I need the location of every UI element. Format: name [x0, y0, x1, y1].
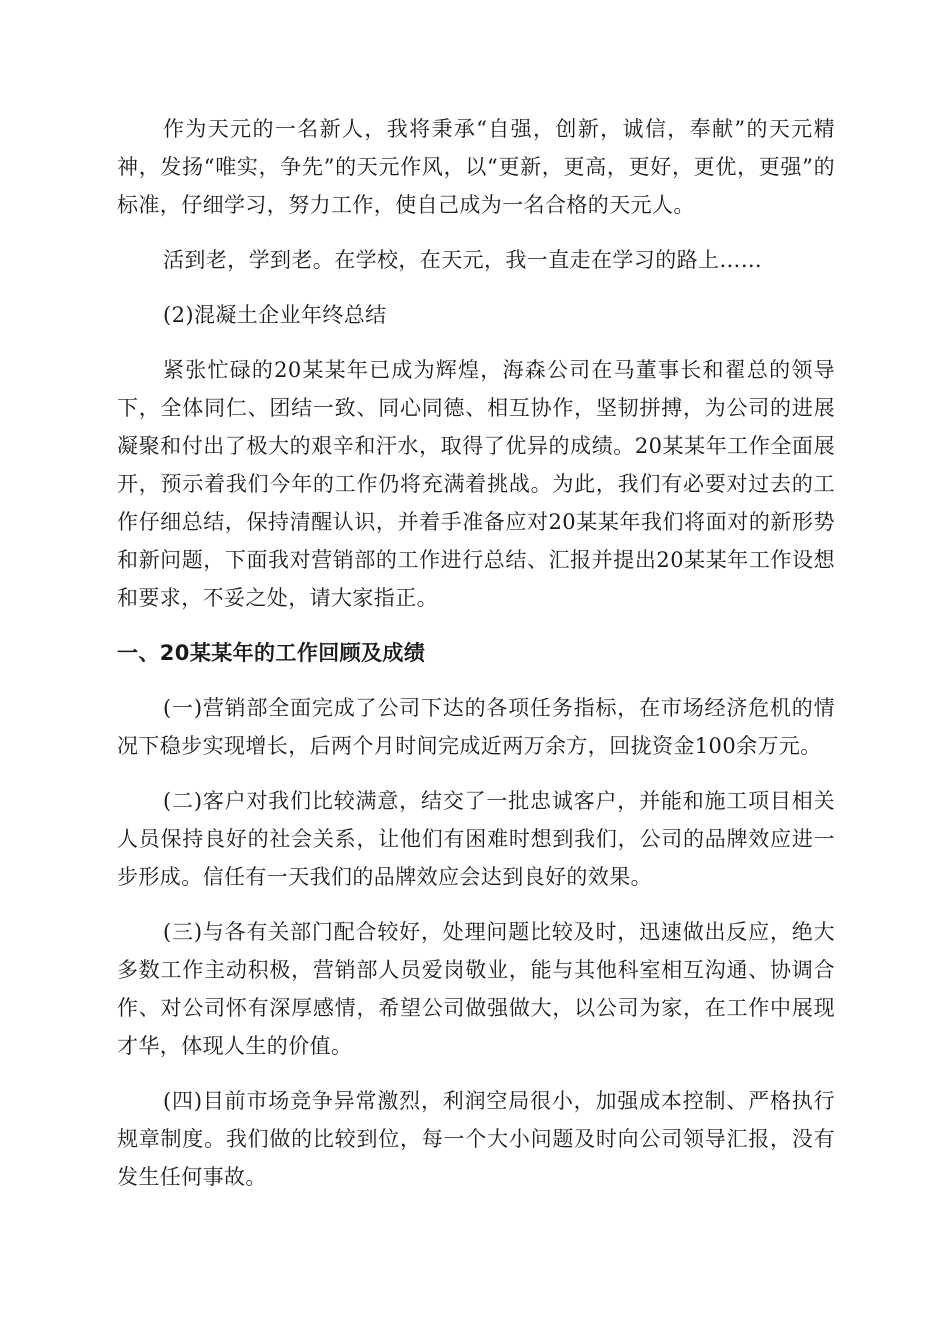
paragraph-intro: 作为天元的一名新人，我将秉承“自强，创新，诚信，奉献”的天元精神，发扬“唯实，争先”的天元作风，以“更新，更高，更好，更优，更强”的标准，仔细学习，努力工作，使自己成为一名合格的天元人。: [117, 117, 835, 217]
paragraph-summary-intro: 紧张忙碌的20某某年已成为辉煌，海森公司在马董事长和翟总的领导下，全体同仁、团结一致、同心同德、相互协作，坚韧拼搏，为公司的进展凝聚和付出了极大的艰辛和汗水，取得了优异的成绩。20某某年工作全面展开，预示着我们今年的工作仍将充满着挑战。为此，我们有必要对过去的工作仔细总结，保持清醒认识，并着手准备应对20某某年我们将面对的新形势和新问题，下面我对营销部的工作进行总结、汇报并提出20某某年工作设想和要求，不妥之处，请大家指正。: [117, 358, 835, 610]
paragraph-item-2: (二)客户对我们比较满意，结交了一批忠诚客户，并能和施工项目相关人员保持良好的社会关系，让他们有困难时想到我们，公司的品牌效应进一步形成。信任有一天我们的品牌效应会达到良好的效果。: [117, 789, 835, 889]
paragraph-learning: 活到老，学到老。在学校，在天元，我一直走在学习的路上……: [163, 248, 763, 272]
paragraph-item-3: (三)与各有关部门配合较好，处理问题比较及时，迅速做出反应，绝大多数工作主动积极，营销部人员爱岗敬业，能与其他科室相互沟通、协调合作、对公司怀有深厚感情，希望公司做强做大，以公司为家，在工作中展现才华，体现人生的价值。: [117, 920, 835, 1058]
document-body: [117, 110, 835, 1213]
section-heading: 一、20某某年的工作回顾及成绩: [117, 641, 426, 665]
paragraph-item-4: (四)目前市场竞争异常激烈，利润空局很小，加强成本控制、严格执行规章制度。我们做的比较到位，每一个大小问题及时向公司领导汇报，没有发生任何事故。: [117, 1089, 835, 1189]
paragraph-item-1: (一)营销部全面完成了公司下达的各项任务指标，在市场经济危机的情况下稳步实现增长，后两个月时间完成近两万余方，回拢资金100余万元。: [117, 696, 835, 758]
subtitle-year-end-summary: (2)混凝土企业年终总结: [163, 303, 387, 327]
